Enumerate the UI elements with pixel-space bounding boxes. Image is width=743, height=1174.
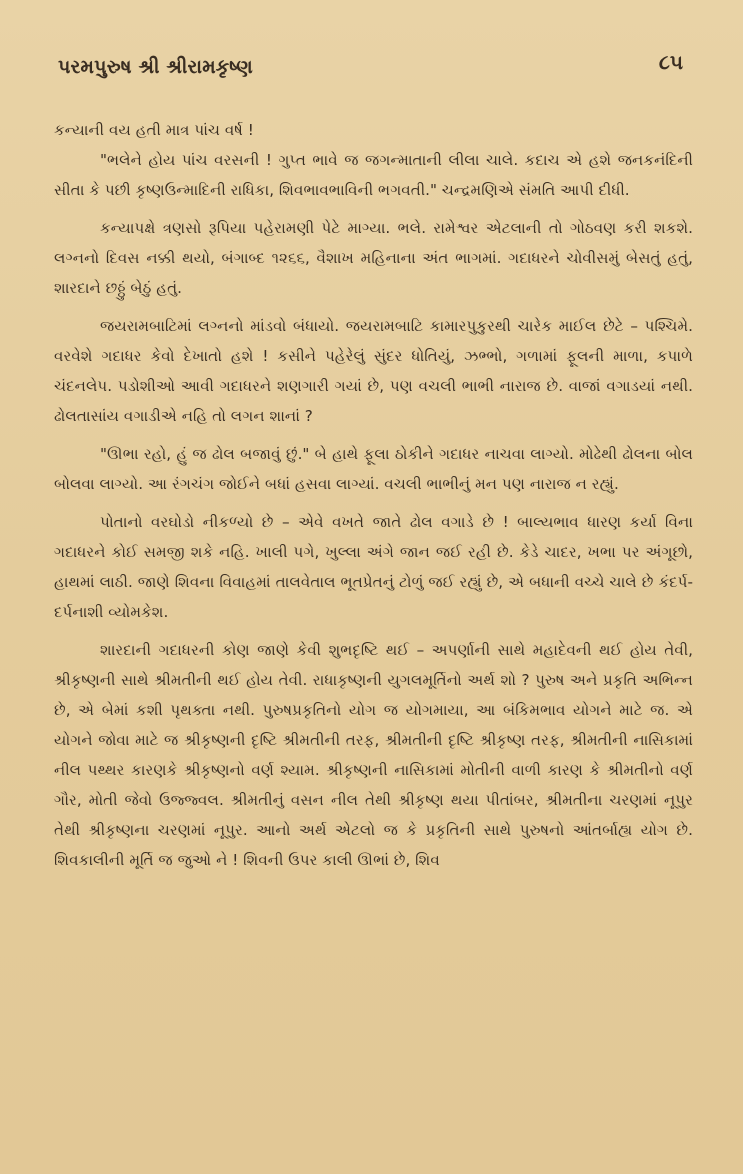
paragraph: જયરામબાટિમાં લગ્નનો માંડવો બંધાયો. જયરામબાટિ કામારપુકુરથી ચારેક માઈલ છેટે – પશ્ચિમે. વરવેશે ગદાધર કેવો દેખાતો હશે ! કસીને પહેરેલું સુંદર ધોતિયું, ઝભ્ભો, ગળામાં ફૂલની માળા, કપાળે ચંદનલેપ. પડોશીઓ આવી ગદાધરને શણગારી ગયાં છે, પણ વચલી ભાભી નારાજ છે. વાજાં વગાડયાં નથી. ઢોલતાસાંય વગાડીએ નહિ તો લગન શાનાં ? (54, 317, 693, 425)
body-text (54, 115, 693, 883)
paragraph: "ઊભા રહો, હું જ ઢોલ બજાવું છું." બે હાથે ફૂલા ઠોકીને ગદાધર નાચવા લાગ્યો. મોઢેથી ઢોલના બોલ બોલવા લાગ્યો. આ રંગચંગ જોઈને બધાં હસવા લાગ્યાં. વચલી ભાભીનું મન પણ નારાજ ન રહ્યું. (54, 445, 693, 493)
paragraph: પોતાનો વરઘોડો નીકળ્યો છે – એવે વખતે જાતે ઢોલ વગાડે છે ! બાલ્યભાવ ધારણ કર્યા વિના ગદાધરને કોઈ સમજી શકે નહિ. ખાલી પગે, ખુલ્લા અંગે જાન જઈ રહી છે. કેડે ચાદર, ખભા પર અંગૂછો, હાથમાં લાઠી. જાણે શિવના વિવાહમાં તાલવેતાલ ભૂતપ્રેતનું ટોળું જઈ રહ્યું છે, એ બધાની વચ્ચે ચાલે છે કંદર્પ-દર્પનાશી વ્યોમકેશ. (54, 513, 693, 621)
paragraph: શારદાની ગદાધરની કોણ જાણે કેવી શુભદૃષ્ટિ થઈ – અપર્ણાની સાથે મહાદેવની થઈ હોય તેવી, શ્રીકૃષ્ણની સાથે શ્રીમતીની થઈ હોય તેવી. રાધાકૃષ્ણની યુગલમૂર્તિનો અર્થ શો ? પુરુષ અને પ્રકૃતિ અભિન્ન છે, એ બેમાં કશી પૃથક્તા નથી. પુરુષપ્રકૃતિનો યોગ જ યોગમાયા, આ બંકિમભાવ યોગને માટે જ. એ યોગને જોવા માટે જ શ્રીકૃષ્ણની દૃષ્ટિ શ્રીમતીની તરફ, શ્રીમતીની દૃષ્ટિ શ્રીકૃષ્ણ તરફ, શ્રીમતીની નાસિકામાં નીલ પથ્થર કારણકે શ્રીકૃષ્ણનો વર્ણ શ્યામ. શ્રીકૃષ્ણની નાસિકામાં મોતીની વાળી કારણ કે શ્રીમતીનો વર્ણ ગૌર, મોતી જેવો ઉજ્જ્વલ. શ્રીમતીનું વસન નીલ તેથી શ્રીકૃષ્ણ થયા પીતાંબર, શ્રીમતીના ચરણમાં નૂપુર તેથી શ્રીકૃષ્ણના ચરણમાં નૂપુર. આનો અર્થ એટલો જ કે પ્રકૃતિની સાથે પુરુષનો આંતર્બાહ્ય યોગ છે. શિવકાલીની મૂર્તિ જ જુઓ ને ! શિવની ઉપર કાલી ઊભાં છે, શિવ (54, 641, 693, 869)
paragraph: કન્યાની વય હતી માત્ર પાંચ વર્ષ ! (54, 121, 254, 139)
running-title: પરમપુરુષ શ્રી શ્રીરામકૃષ્ણ (58, 56, 253, 78)
paragraph: કન્યાપક્ષે ત્રણસો રૂપિયા પહેરામણી પેટે માગ્યા. ભલે. રામેશ્વર એટલાની તો ગોઠવણ કરી શકશે. લગ્નનો દિવસ નક્કી થયો, બંગાબ્દ ૧૨૬૬, વૈશાખ મહિનાના અંત ભાગમાં. ગદાધરને ચોવીસમું બેસતું હતું, શારદાને છઠ્ઠું બેઠું હતું. (54, 219, 693, 297)
paragraph: "ભલેને હોય પાંચ વરસની ! ગુપ્ત ભાવે જ જગન્માતાની લીલા ચાલે. કદાચ એ હશે જનકનંદિની સીતા કે પછી કૃષ્ણઉન્માદિની રાધિકા, શિવભાવભાવિની ભગવતી." ચન્દ્રમણિએ સંમતિ આપી દીધી. (54, 151, 693, 199)
page-header (58, 50, 683, 90)
page-number: ૮૫ (658, 50, 683, 74)
